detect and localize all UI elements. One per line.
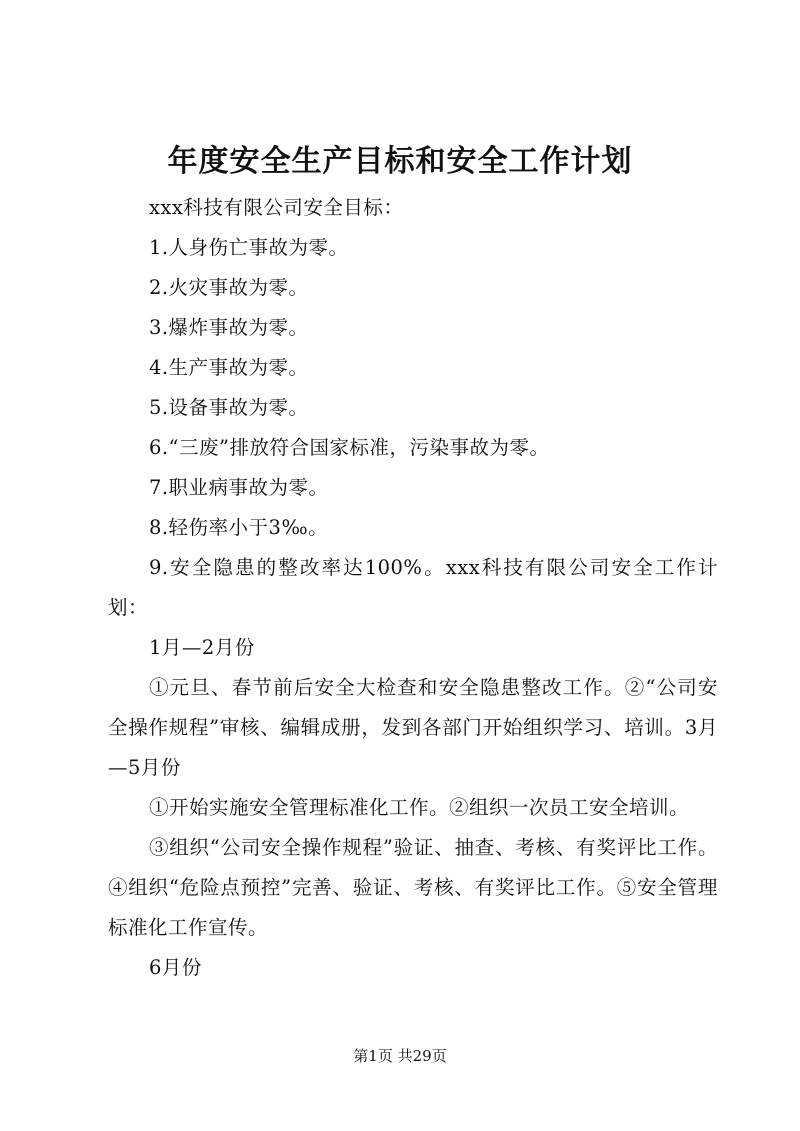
paragraph-mar-may-tasks-1: ①开始实施安全管理标准化工作。②组织一次员工安全培训。 (148, 796, 689, 819)
paragraph-mar-may-tasks-2: ③组织“公司安全操作规程”验证、抽查、考核、有奖评比工作。④组织“危险点预控”完善、验证、考核、有奖评比工作。⑤安全管理标准化工作宣传。 (108, 836, 718, 939)
paragraph-june: 6月份 (148, 956, 202, 979)
document-title: 年度安全生产目标和安全工作计划 (167, 144, 633, 179)
document-body (108, 188, 718, 988)
paragraph-goal-1: 1.人身伤亡事故为零。 (148, 236, 349, 259)
paragraph-goal-4: 4.生产事故为零。 (148, 356, 309, 379)
paragraph-goal-8: 8.轻伤率小于3‰。 (148, 516, 329, 539)
page-footer: 第1页 共29页 (353, 1047, 447, 1065)
paragraph-goal-3: 3.爆炸事故为零。 (148, 316, 309, 339)
paragraph-goal-5: 5.设备事故为零。 (148, 396, 309, 419)
paragraph-goal-6: 6.“三废”排放符合国家标准，污染事故为零。 (148, 436, 550, 459)
paragraph-jan-feb-tasks: ①元旦、春节前后安全大检查和安全隐患整改工作。②“公司安全操作规程”审核、编辑成册，发到各部门开始组织学习、培训。3月—5月份 (108, 676, 718, 779)
paragraph-goal-7: 7.职业病事故为零。 (148, 476, 329, 499)
paragraph-goal-2: 2.火灾事故为零。 (148, 276, 309, 299)
paragraph-jan-feb: 1月—2月份 (148, 636, 255, 659)
paragraph-safety-goals-heading: xxx科技有限公司安全目标： (148, 196, 404, 219)
paragraph-goal-9-and-plan-heading: 9.安全隐患的整改率达100%。xxx科技有限公司安全工作计划： (108, 556, 718, 619)
